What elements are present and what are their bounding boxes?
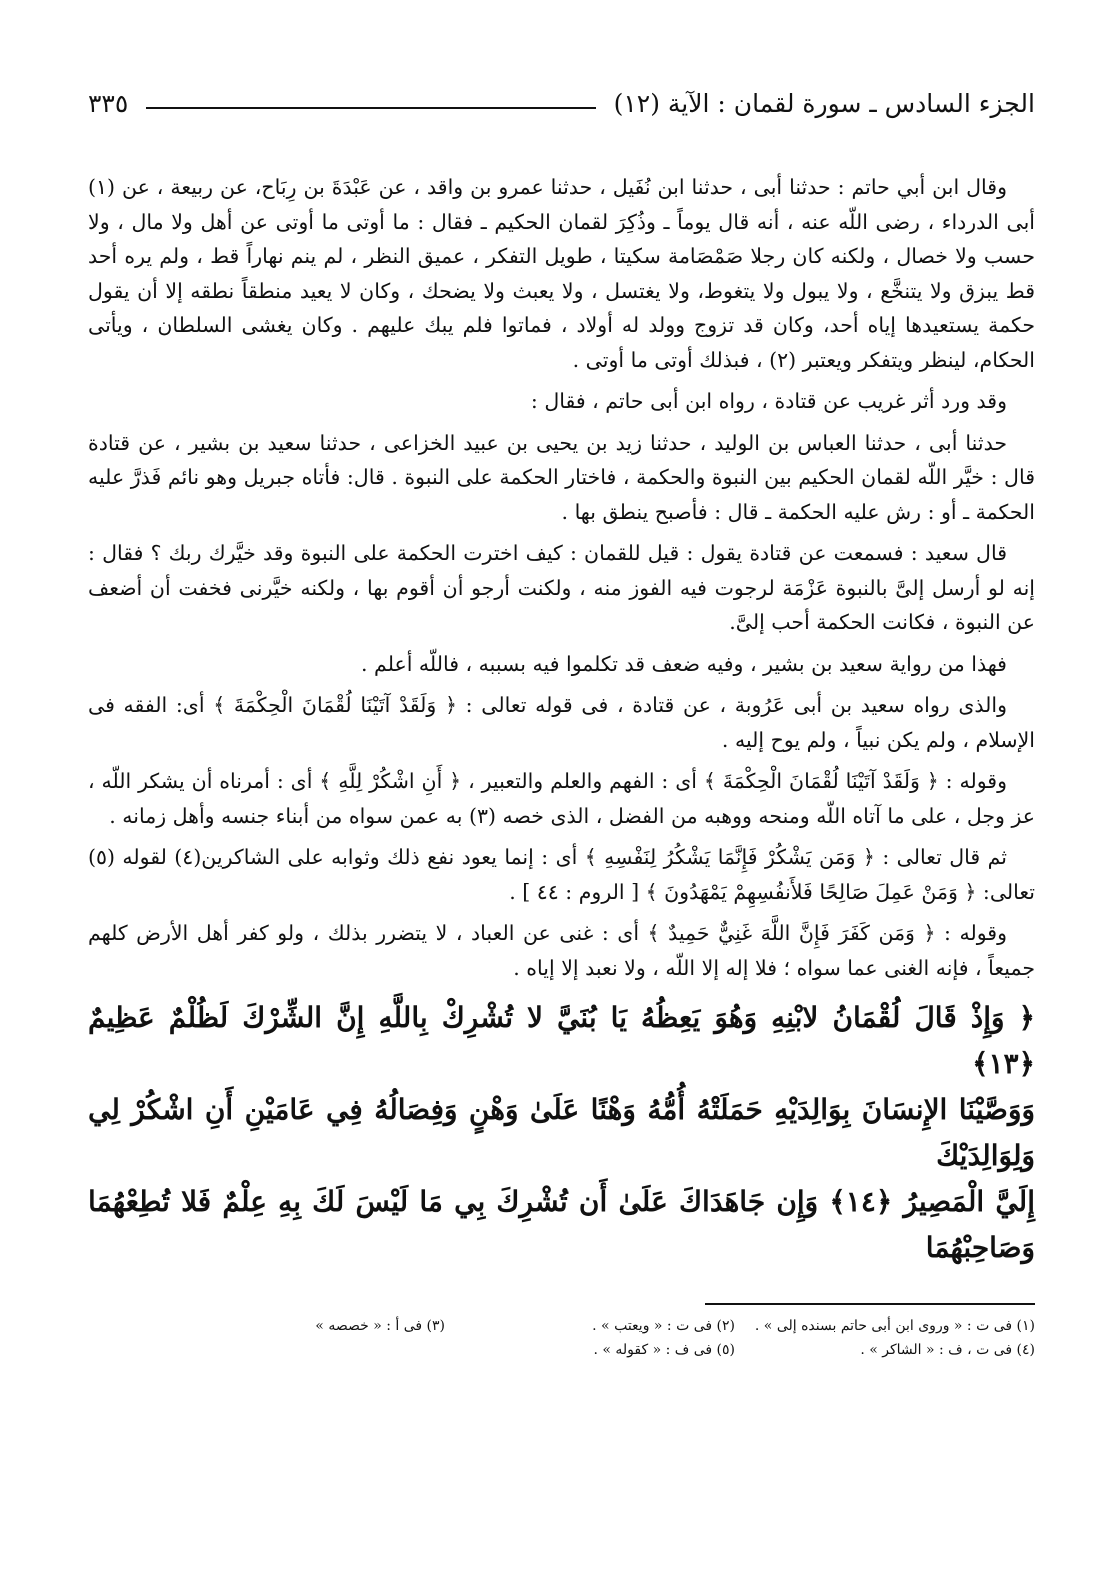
paragraph: وقد ورد أثر غريب عن قتادة ، رواه ابن أبى حاتم ، فقال :: [530, 389, 1007, 413]
paragraph: فهذا من رواية سعيد بن بشير ، وفيه ضعف قد تكلموا فيه بسببه ، فاللّه أعلم .: [361, 651, 1007, 676]
verse-line: ﴿ وَإِذْ قَالَ لُقْمَانُ لابْنِهِ وَهُوَ يَعِظُهُ يَا بُنَيَّ لا تُشْرِكْ بِاللَّهِ إِنَّ الشِّرْكَ لَظُلْمٌ عَظِيمٌ ﴿١٣﴾: [88, 1001, 1035, 1080]
quran-verses: [88, 995, 1035, 1271]
footnote: (٤) فى ت ، ف : « الشاكر » .: [860, 1342, 1035, 1358]
paragraph: قال سعيد : فسمعت عن قتادة يقول : قيل للقمان : كيف اخترت الحكمة على النبوة وقد خيَّرك ربك ؟ فقال : إنه لو أرسل إلىَّ بالنبوة عَزْمَة لرجوت فيه الفوز منه ، ولكنت أرجو أن أقوم بها ، ولكنه خيَّرنى فخفت أن أضعف عن النبوة ، فكانت الحكمة أحب إلىَّ.: [88, 541, 1035, 634]
verse-line: وَوَصَّيْنَا الإِنسَانَ بِوَالِدَيْهِ حَمَلَتْهُ أُمُّهُ وَهْنًا عَلَىٰ وَهْنٍ وَفِصَالُهُ فِي عَامَيْنِ أَنِ اشْكُرْ لِي وَلِوَالِدَيْكَ: [88, 1093, 1036, 1172]
paragraph: والذى رواه سعيد بن أبى عَرُوبة ، عن قتادة ، فى قوله تعالى : ﴿ وَلَقَدْ آتَيْنَا لُقْمَانَ الْحِكْمَةَ ﴾ أى: الفقه فى الإسلام ، ولم يكن نبياً ، ولم يوح إليه .: [88, 693, 1035, 752]
footnote: (٢) فى ت : « ويعتب » .: [592, 1318, 735, 1334]
footnotes: [88, 1315, 1035, 1361]
footnote: (٣) فى أ : « خصصه »: [315, 1318, 445, 1334]
footnote: (٥) فى ف : « كقوله » .: [593, 1342, 735, 1358]
page-number: ٣٣٥: [88, 89, 129, 118]
paragraph: وقال ابن أبي حاتم : حدثنا أبى ، حدثنا ابن نُفَيل ، حدثنا عمرو بن واقد ، عن عَبْدَةَ بن رِبَاح، عن ربيعة ، عن (١) أبى الدرداء ، رضى اللّه عنه ، أنه قال يوماً ـ وذُكِرَ لقمان الحكيم ـ فقال : ما أوتى ما أوتى عن أهل ولا مال ، ولا حسب ولا خصال ، ولكنه كان رجلا صَمْصَامة سكيتا ، طويل التفكر ، عميق النظر ، لم ينم نهاراً قط ، ولم يره أحد قط يبزق ولا يتنخَّع ، ولا يبول ولا يتغوط، ولا يغتسل ، ولا يعبث ولا يضحك ، وكان لا يعيد منطقاً نطقه إلا أن يقول حكمة يستعيدها إياه أحد، وكان قد تزوج وولد له أولاد ، فماتوا فلم يبك عليهم . وكان يغشى السلطان ، ويأتى الحكام، لينظر ويتفكر ويعتبر (٢) ، فبذلك أوتى ما أوتى .: [88, 175, 1035, 372]
paragraph: ثم قال تعالى : ﴿ وَمَن يَشْكُرْ فَإِنَّمَا يَشْكُرُ لِنَفْسِهِ ﴾ أى : إنما يعود نفع ذلك وثوابه على الشاكرين(٤) لقوله (٥) تعالى: ﴿ وَمَنْ عَمِلَ صَالِحًا فَلأَنفُسِهِمْ يَمْهَدُونَ ﴾ [ الروم : ٤٤ ] .: [88, 845, 1035, 904]
commentary-text: [88, 170, 1035, 985]
page-header: [88, 78, 1035, 118]
paragraph: وقوله : ﴿ وَمَن كَفَرَ فَإِنَّ اللَّهَ غَنِيٌّ حَمِيدٌ ﴾ أى : غنى عن العباد ، لا يتضرر بذلك ، ولو كفر أهل الأرض كلهم جميعاً ، فإنه الغنى عما سواه ؛ فلا إله إلا اللّه ، ولا نعبد إلا إياه .: [88, 921, 1035, 980]
header-rule: [146, 107, 595, 109]
running-title: الجزء السادس ـ سورة لقمان : الآية (١٢): [613, 89, 1035, 118]
footnote: (١) فى ت : « وروى ابن أبى حاتم بسنده إلى » .: [754, 1318, 1035, 1334]
paragraph: وقوله : ﴿ وَلَقَدْ آتَيْنَا لُقْمَانَ الْحِكْمَةَ ﴾ أى : الفهم والعلم والتعبير ، ﴿ أَنِ اشْكُرْ لِلَّهِ ﴾ أى : أمرناه أن يشكر اللّه ، عز وجل ، على ما آتاه اللّه ومنحه ووهبه من الفضل ، الذى خصه (٣) به عمن سواه من أبناء جنسه وأهل زمانه .: [88, 769, 1035, 828]
verse-line: إِلَيَّ الْمَصِيرُ ﴿١٤﴾ وَإِن جَاهَدَاكَ عَلَىٰ أَن تُشْرِكَ بِي مَا لَيْسَ لَكَ بِهِ عِلْمٌ فَلا تُطِعْهُمَا وَصَاحِبْهُمَا: [88, 1185, 1035, 1264]
paragraph: حدثنا أبى ، حدثنا العباس بن الوليد ، حدثنا زيد بن يحيى بن عبيد الخزاعى ، حدثنا سعيد بن بشير ، عن قتادة قال : خيَّر اللّه لقمان الحكيم بين النبوة والحكمة ، فاختار الحكمة على النبوة . قال: فأتاه جبريل وهو نائم فَذرَّ عليه الحكمة ـ أو : رش عليه الحكمة ـ قال : فأصبح ينطق بها .: [88, 430, 1036, 524]
footnote-rule: [705, 1303, 1035, 1305]
